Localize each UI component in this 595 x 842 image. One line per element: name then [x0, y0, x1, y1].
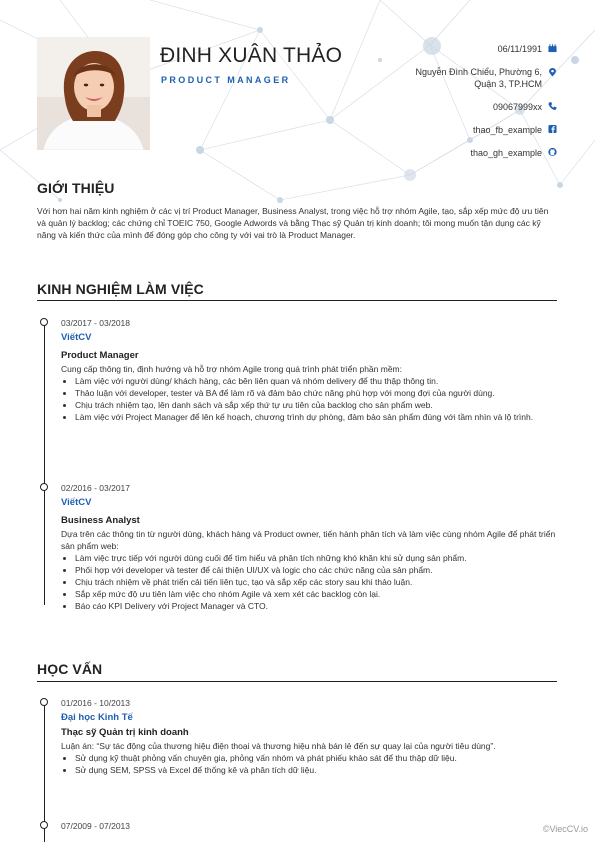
timeline-dot	[40, 318, 48, 326]
birthday-text: 06/11/1991	[497, 44, 542, 54]
contact-github	[357, 147, 557, 159]
education-school: Đại học Kinh Tế	[61, 712, 133, 723]
timeline-dot	[40, 698, 48, 706]
contact-facebook	[357, 124, 557, 136]
list-item: • Phối hợp với developer và tester để cải thiện UI/UX và logic cho các chức năng của sản phẩm.	[75, 564, 557, 576]
experience-item	[61, 482, 557, 612]
experience-position: Product Manager	[61, 350, 139, 361]
candidate-title: PRODUCT MANAGER	[161, 75, 291, 85]
contact-birthday	[357, 43, 557, 55]
experience-description: Cung cấp thông tin, định hướng và hỗ trợ nhóm Agile trong quá trình phát triển phần mềm:	[61, 364, 402, 374]
education-item	[61, 820, 557, 832]
timeline-dot	[40, 483, 48, 491]
education-heading: HỌC VẤN	[37, 661, 103, 677]
experience-position: Business Analyst	[61, 515, 140, 526]
experience-heading: KINH NGHIỆM LÀM VIỆC	[37, 281, 204, 297]
intro-heading: GIỚI THIỆU	[37, 180, 115, 196]
list-item: • Sử dụng SEM, SPSS và Excel để thống kê và phân tích dữ liệu.	[75, 764, 557, 776]
experience-date: 03/2017 - 03/2018	[61, 318, 131, 328]
list-item: • Sắp xếp mức độ ưu tiên làm việc cho nhóm Agile và xem xét các backlog còn lại.	[75, 588, 557, 600]
education-date: 07/2009 - 07/2013	[61, 821, 131, 831]
experience-date: 02/2016 - 03/2017	[61, 483, 131, 493]
list-item: • Làm việc với người dùng/ khách hàng, các bên liên quan và nhóm delivery để thu thập thông tin.	[75, 375, 557, 387]
list-item: • Làm việc với Project Manager để lên kế hoạch, chương trình dự phòng, đảm bảo sản phẩm đúng với tầm nhìn và lộ trình.	[75, 411, 557, 423]
experience-description: Dựa trên các thông tin từ người dùng, khách hàng và Product owner, tiến hành phân tích và làm việc cùng nhóm Agile để phát triển sản phẩm web:	[61, 529, 556, 551]
contact-phone	[357, 101, 557, 113]
education-divider	[37, 681, 557, 682]
experience-divider	[37, 300, 557, 301]
experience-bullets	[61, 375, 557, 423]
education-date: 01/2016 - 10/2013	[61, 698, 131, 708]
education-description: Luận án: “Sự tác động của thương hiệu điện thoại và thương hiệu nhà bán lẻ đến sự quay lại của người tiêu dùng”.	[61, 741, 496, 751]
contact-address	[357, 66, 557, 90]
list-item: • Làm việc trực tiếp với người dùng cuối để tìm hiểu và phân tích những khó khăn khi sử dụng sản phẩm.	[75, 552, 557, 564]
experience-company: ViếtCV	[61, 497, 92, 508]
education-item	[61, 697, 557, 776]
map-pin-icon	[548, 67, 557, 77]
education-degree: Thạc sỹ Quản trị kinh doanh	[61, 727, 189, 738]
list-item: • Chịu trách nhiệm về phát triển cải tiến liên tục, tạo và sắp xếp các story sau khi thảo luận.	[75, 576, 557, 588]
list-item: • Chịu trách nhiệm tạo, lên danh sách và sắp xếp thứ tự ưu tiên của backlog cho sản phẩm web.	[75, 399, 557, 411]
education-bullets	[61, 752, 557, 776]
calendar-icon	[548, 43, 557, 53]
experience-item	[61, 317, 557, 423]
facebook-text: thao_fb_example	[472, 125, 542, 135]
address-line-2: Quận 3, TP.HCM	[474, 79, 542, 89]
phone-text: 09067999xx	[492, 102, 542, 112]
timeline-dot	[40, 821, 48, 829]
list-item: • Sử dụng kỹ thuật phỏng vấn chuyên gia, phỏng vấn nhóm và phát phiếu khảo sát để thu thập dữ liệu.	[75, 752, 557, 764]
avatar	[37, 37, 150, 150]
phone-icon	[548, 101, 557, 111]
facebook-icon	[548, 124, 557, 134]
candidate-name: ĐINH XUÂN THẢO	[160, 44, 343, 67]
address-line-1: Nguyễn Đình Chiểu, Phường 6,	[415, 67, 542, 77]
experience-bullets	[61, 552, 557, 612]
watermark: ©ViecCV.io	[542, 824, 588, 834]
intro-text: Với hơn hai năm kinh nghiệm ở các vị trí Product Manager, Business Analyst, trong việc hỗ trợ nhóm Agile, tạo, sắp xếp mức độ ưu tiên và quản lý backlog; các chứng chỉ TOEIC 750, Google Adwords và bằng Thạc sỹ Quản trị kinh doanh; tôi mong muốn tận dụng các kỹ năng và kiến thức của mình để đóng góp cho công ty với vai trò là Product Manager.	[37, 206, 549, 240]
experience-company: ViếtCV	[61, 332, 92, 343]
experience-timeline	[44, 322, 45, 605]
list-item: • Báo cáo KPI Delivery với Project Manager và CTO.	[75, 600, 557, 612]
github-icon	[548, 147, 557, 157]
list-item: • Thảo luận với developer, tester và BA để làm rõ và đảm bảo chức năng phù hợp với mong đợi của người dùng.	[75, 387, 557, 399]
github-text: thao_gh_example	[470, 148, 542, 158]
